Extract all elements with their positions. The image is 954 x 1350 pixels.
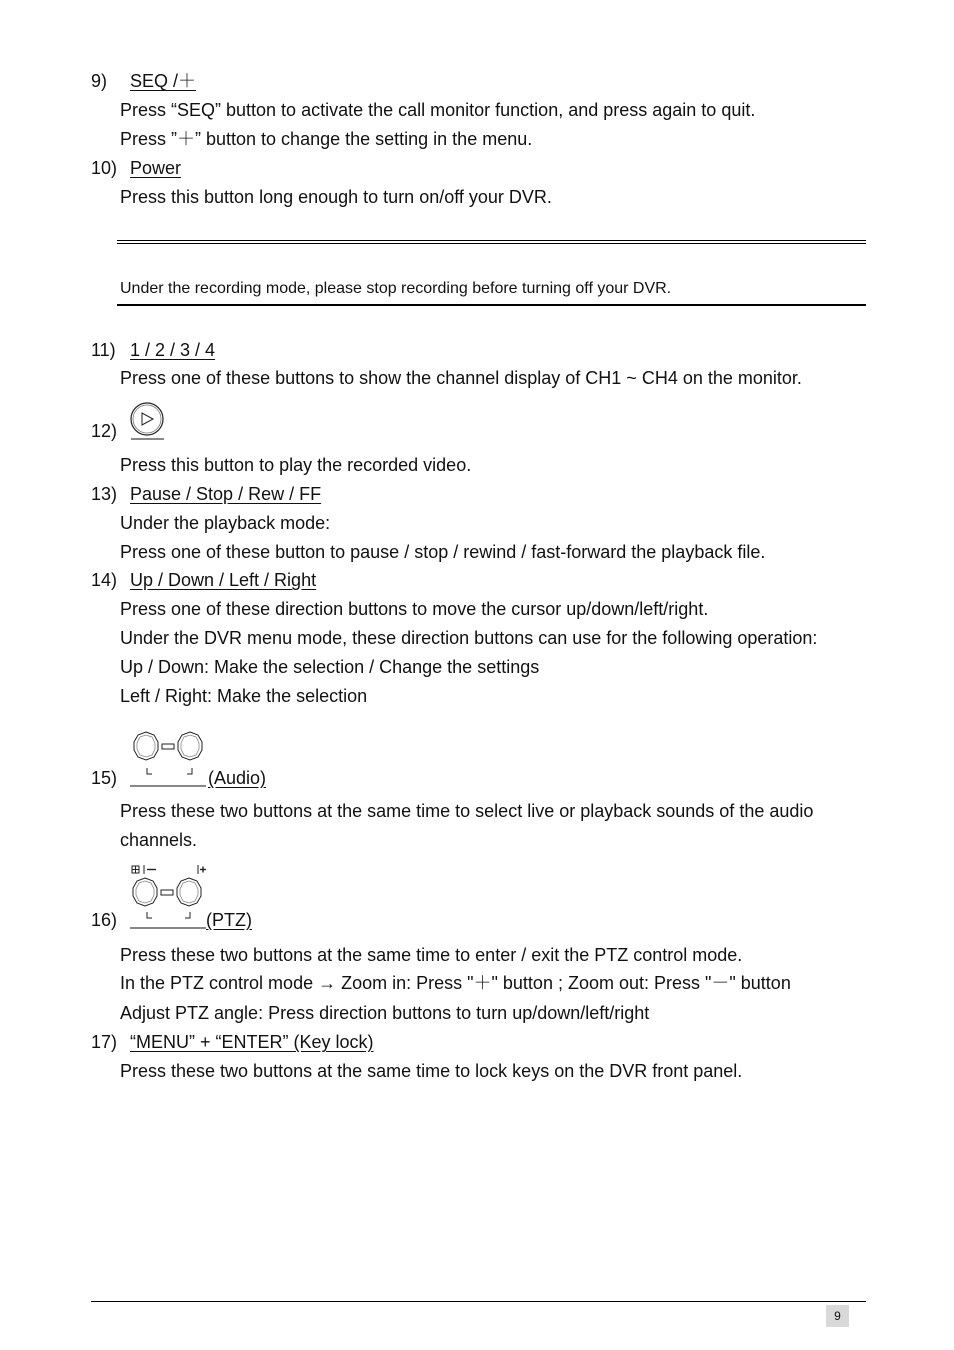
item-10-title: Power — [130, 158, 182, 178]
item-13-line-1: Under the playback mode: — [120, 513, 331, 533]
item-16-line-1: Press these two buttons at the same time to enter / exit the PTZ control mode. — [120, 945, 743, 965]
item-17-title: “MENU” + “ENTER” (Key lock) — [130, 1032, 374, 1052]
item-14-line-1: Press one of these direction buttons to move the cursor up/down/left/right. — [120, 599, 709, 619]
item-14-title: Up / Down / Left / Right — [130, 570, 317, 590]
item-16-number: 16) — [91, 910, 118, 930]
item-13-line-2: Press one of these button to pause / stop / rewind / fast-forward the playback file. — [120, 542, 766, 562]
item-12-number: 12) — [91, 421, 118, 441]
item-9-title: SEQ /＋ — [130, 71, 197, 91]
footer-rule — [91, 1301, 866, 1302]
note-bottom-rule — [117, 304, 866, 306]
item-17-number: 17) — [91, 1032, 118, 1052]
item-14-line-4: Left / Right: Make the selection — [120, 686, 368, 706]
dual-button-zoom-icon — [126, 862, 210, 932]
item-17-line-1: Press these two buttons at the same time to lock keys on the DVR front panel. — [120, 1061, 743, 1081]
dual-button-icon — [126, 730, 210, 790]
item-15-number: 15) — [91, 768, 118, 788]
item-9-line-2: Press ”＋” button to change the setting in the menu. — [120, 129, 533, 149]
note-text: Under the recording mode, please stop recording before turning off your DVR. — [120, 280, 672, 297]
item-16-line-2: In the PTZ control mode → Zoom in: Press "＋" button ; Zoom out: Press "－" button — [120, 973, 791, 993]
item-13-number: 13) — [91, 484, 118, 504]
item-15-title: (Audio) — [208, 768, 267, 788]
item-16-line-3: Adjust PTZ angle: Press direction buttons to turn up/down/left/right — [120, 1003, 650, 1023]
item-12-line-1: Press this button to play the recorded video. — [120, 455, 472, 475]
note-top-rule-2 — [117, 243, 866, 244]
page-number: 9 — [826, 1305, 849, 1327]
play-button-icon — [128, 402, 168, 442]
item-14-line-3: Up / Down: Make the selection / Change the settings — [120, 657, 540, 677]
item-10-line-1: Press this button long enough to turn on/off your DVR. — [120, 187, 552, 207]
item-9-number: 9) — [91, 71, 108, 91]
item-11-line-1: Press one of these buttons to show the channel display of CH1 ~ CH4 on the monitor. — [120, 368, 802, 388]
item-9-line-1: Press “SEQ” button to activate the call monitor function, and press again to quit. — [120, 100, 756, 120]
item-10-number: 10) — [91, 158, 118, 178]
item-11-title: 1 / 2 / 3 / 4 — [130, 340, 216, 360]
item-14-line-2: Under the DVR menu mode, these direction buttons can use for the following operation: — [120, 628, 818, 648]
item-15-line-1: Press these two buttons at the same time to select live or playback sounds of the audio — [120, 801, 814, 821]
item-14-number: 14) — [91, 570, 118, 590]
item-11-number: 11) — [91, 340, 116, 360]
item-16-title: (PTZ) — [206, 910, 252, 930]
item-15-line-2: channels. — [120, 830, 198, 850]
item-13-title: Pause / Stop / Rew / FF — [130, 484, 322, 504]
note-top-rule-1 — [117, 240, 866, 241]
